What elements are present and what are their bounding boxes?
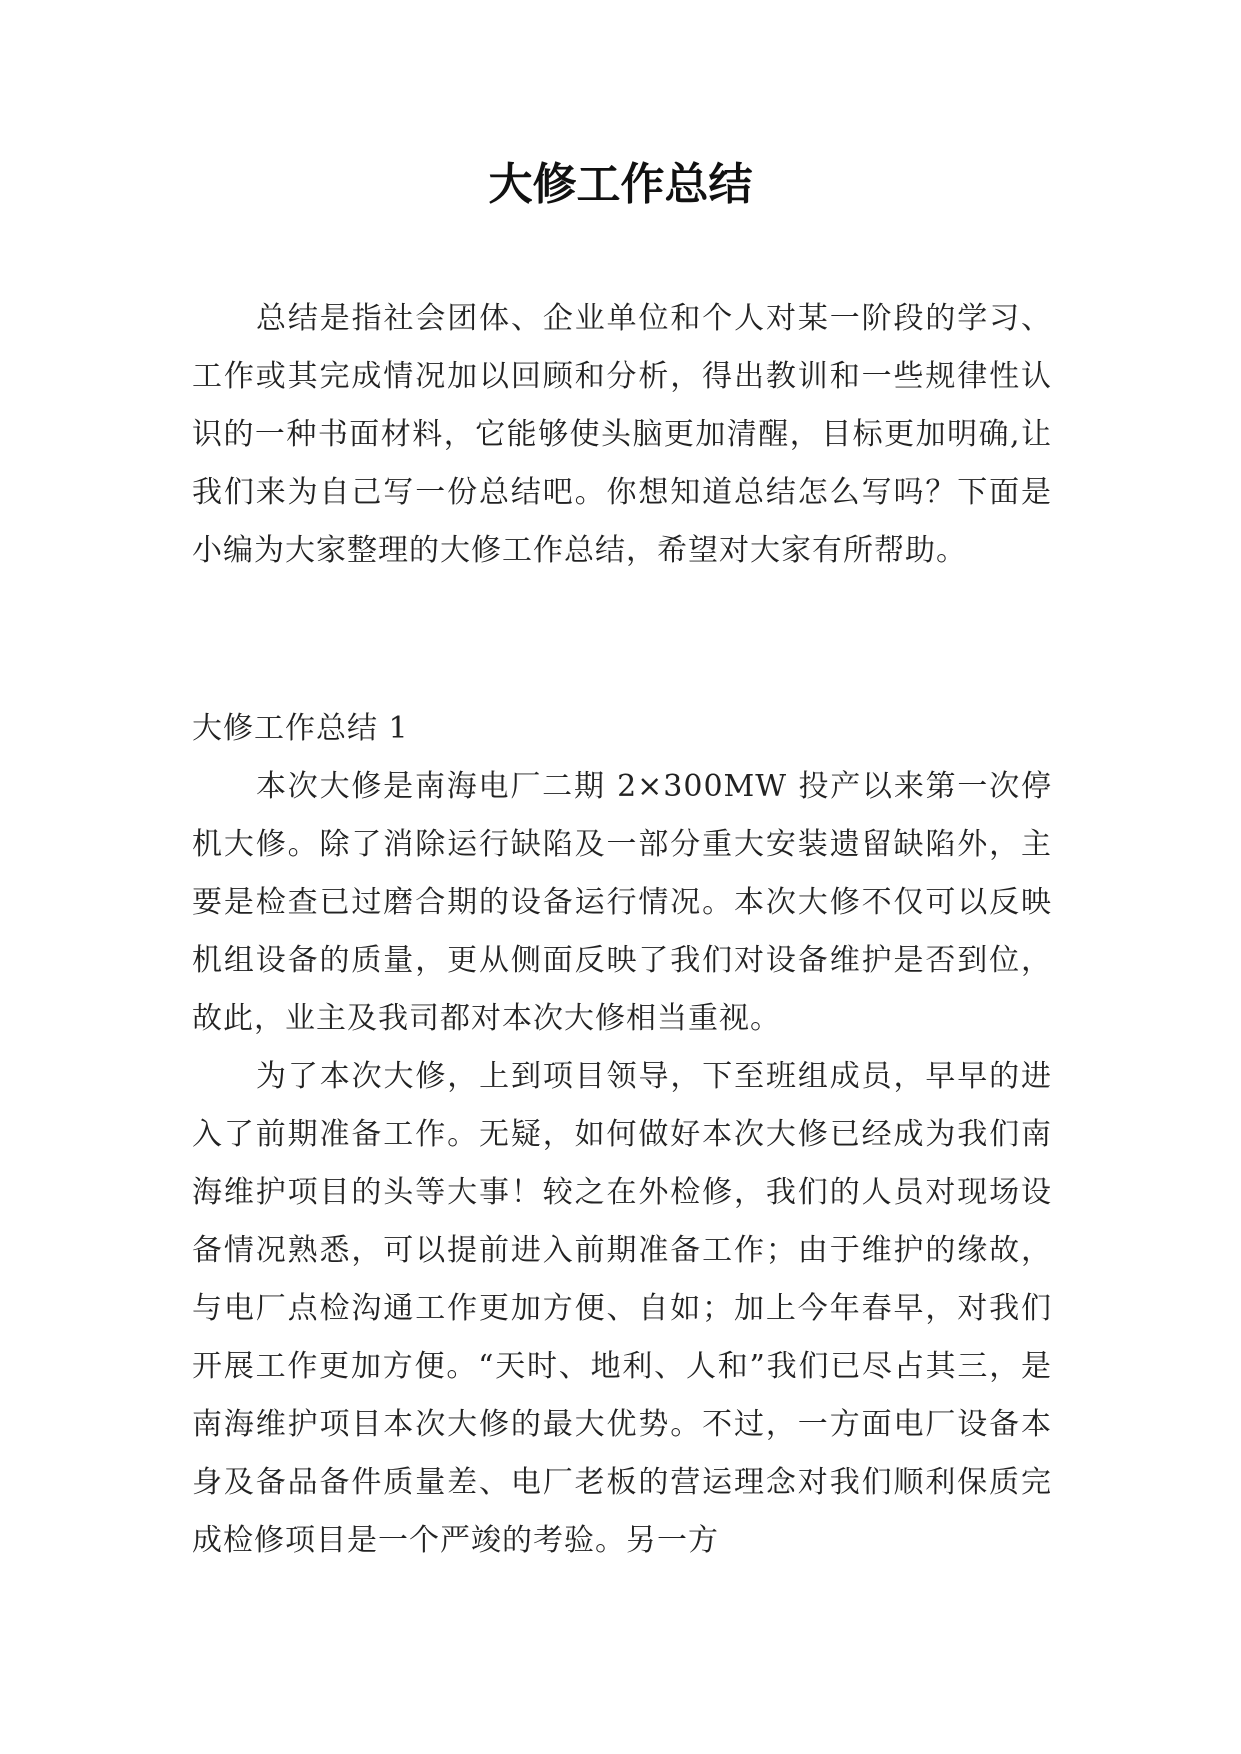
section-heading: 大修工作总结 1 (192, 711, 409, 746)
intro-block (192, 290, 1052, 580)
section-paragraph-2: 为了本次大修，上到项目领导，下至班组成员，早早的进入了前期准备工作。无疑，如何做好本次大修已经成为我们南海维护项目的头等大事！较之在外检修，我们的人员对现场设备情况熟悉，可以提前进入前期准备工作；由于维护的缘故，与电厂点检沟通工作更加方便、自如；加上今年春早，对我们开展工作更加方便。“天时、地利、人和”我们已尽占其三，是南海维护项目本次大修的最大优势。不过，一方面电厂设备本身及备品备件质量差、电厂老板的营运理念对我们顺利保质完成检修项目是一个严竣的考验。另一方 (192, 1059, 1052, 1558)
section-paragraph-1: 本次大修是南海电厂二期 2×300MW 投产以来第一次停机大修。除了消除运行缺陷及一部分重大安装遗留缺陷外，主要是检查已过磨合期的设备运行情况。本次大修不仅可以反映机组设备的质量，更从侧面反映了我们对设备维护是否到位，故此，业主及我司都对本次大修相当重视。 (192, 769, 1052, 1036)
section-body (192, 758, 1052, 1570)
document-title: 大修工作总结 (488, 159, 753, 210)
intro-paragraph: 总结是指社会团体、企业单位和个人对某一阶段的学习、工作或其完成情况加以回顾和分析，得出教训和一些规律性认识的一种书面材料，它能够使头脑更加清醒，目标更加明确,让我们来为自己写一份总结吧。你想知道总结怎么写吗？下面是小编为大家整理的大修工作总结，希望对大家有所帮助。 (192, 301, 1052, 568)
